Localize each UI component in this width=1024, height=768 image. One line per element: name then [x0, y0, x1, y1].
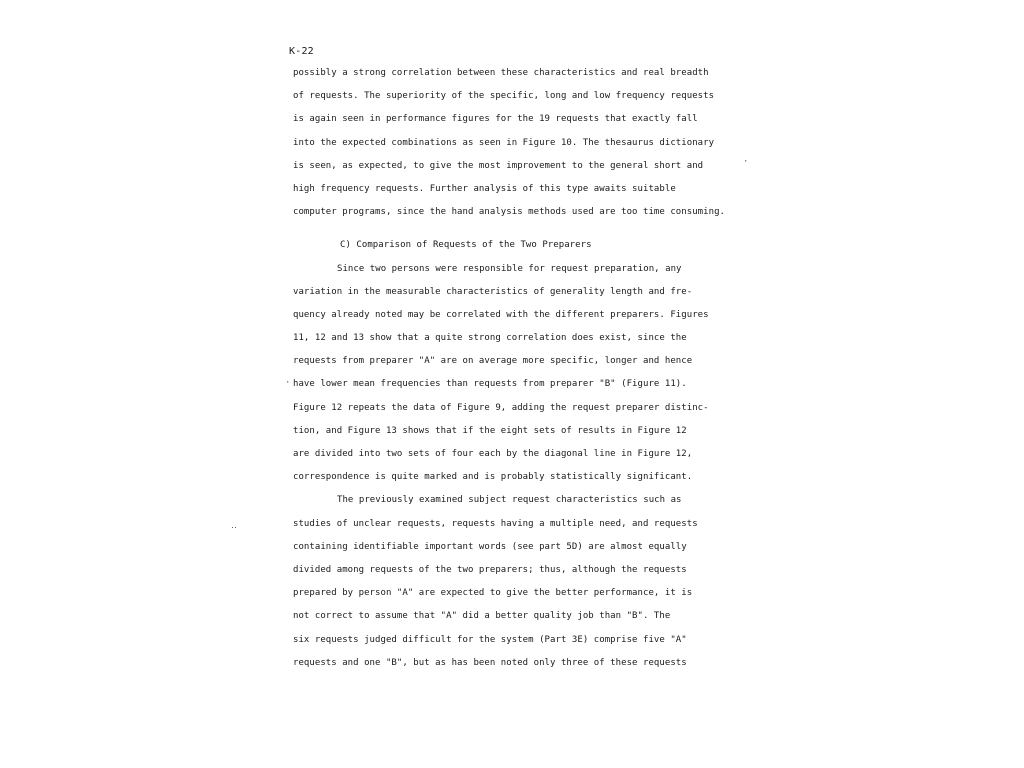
- text-line: into the expected combinations as seen in Figure 10. The thesaurus dictionary: [293, 137, 715, 148]
- text-line: Since two persons were responsible for request preparation, any: [337, 263, 682, 274]
- text-line: of requests. The superiority of the specific, long and low frequency requests: [293, 91, 715, 102]
- text-line: containing identifiable important words (see part 5D) are almost equally: [293, 541, 687, 552]
- text-line: requests from preparer "A" are on average more specific, longer and hence: [293, 356, 693, 367]
- page-number: K-22: [289, 46, 314, 57]
- text-line: Figure 12 repeats the data of Figure 9, adding the request preparer distinc-: [293, 402, 709, 413]
- paragraph-3: [293, 489, 733, 675]
- text-line: quency already noted may be correlated with the different preparers. Figures: [293, 309, 709, 320]
- text-line: tion, and Figure 13 shows that if the eight sets of results in Figure 12: [293, 425, 687, 436]
- text-line: is again seen in performance figures for the 19 requests that exactly fall: [293, 114, 698, 125]
- text-line: possibly a strong correlation between these characteristics and real breadth: [293, 68, 709, 78]
- text-line: divided among requests of the two preparers; thus, although the requests: [293, 564, 687, 575]
- text-line: The previously examined subject request characteristics such as: [337, 495, 682, 506]
- text-line: computer programs, since the hand analysis methods used are too time consuming.: [293, 207, 726, 218]
- body-text: [293, 62, 733, 675]
- scan-speck: ·: [743, 157, 749, 167]
- text-line: six requests judged difficult for the system (Part 3E) comprise five "A": [293, 634, 687, 645]
- scan-speck: ‥: [231, 521, 238, 531]
- text-line: studies of unclear requests, requests having a multiple need, and requests: [293, 518, 698, 529]
- paragraph-2: [293, 258, 733, 490]
- section-heading: C) Comparison of Requests of the Two Preparers: [340, 240, 592, 251]
- text-line: requests and one "B", but as has been noted only three of these requests: [293, 657, 687, 668]
- scan-speck: ·: [285, 378, 291, 388]
- paragraph-1: [293, 62, 733, 224]
- text-line: are divided into two sets of four each by the diagonal line in Figure 12,: [293, 449, 693, 459]
- text-line: prepared by person "A" are expected to give the better performance, it is: [293, 588, 693, 599]
- text-line: not correct to assume that "A" did a better quality job than "B". The: [293, 611, 671, 622]
- text-line: have lower mean frequencies than requests from preparer "B" (Figure 11).: [293, 379, 687, 390]
- text-line: is seen, as expected, to give the most improvement to the general short and: [293, 160, 704, 171]
- text-line: variation in the measurable characteristics of generality length and fre-: [293, 286, 693, 297]
- text-line: high frequency requests. Further analysis of this type awaits suitable: [293, 183, 676, 194]
- text-line: correspondence is quite marked and is probably statistically significant.: [293, 472, 693, 483]
- text-line: 11, 12 and 13 show that a quite strong correlation does exist, since the: [293, 333, 687, 344]
